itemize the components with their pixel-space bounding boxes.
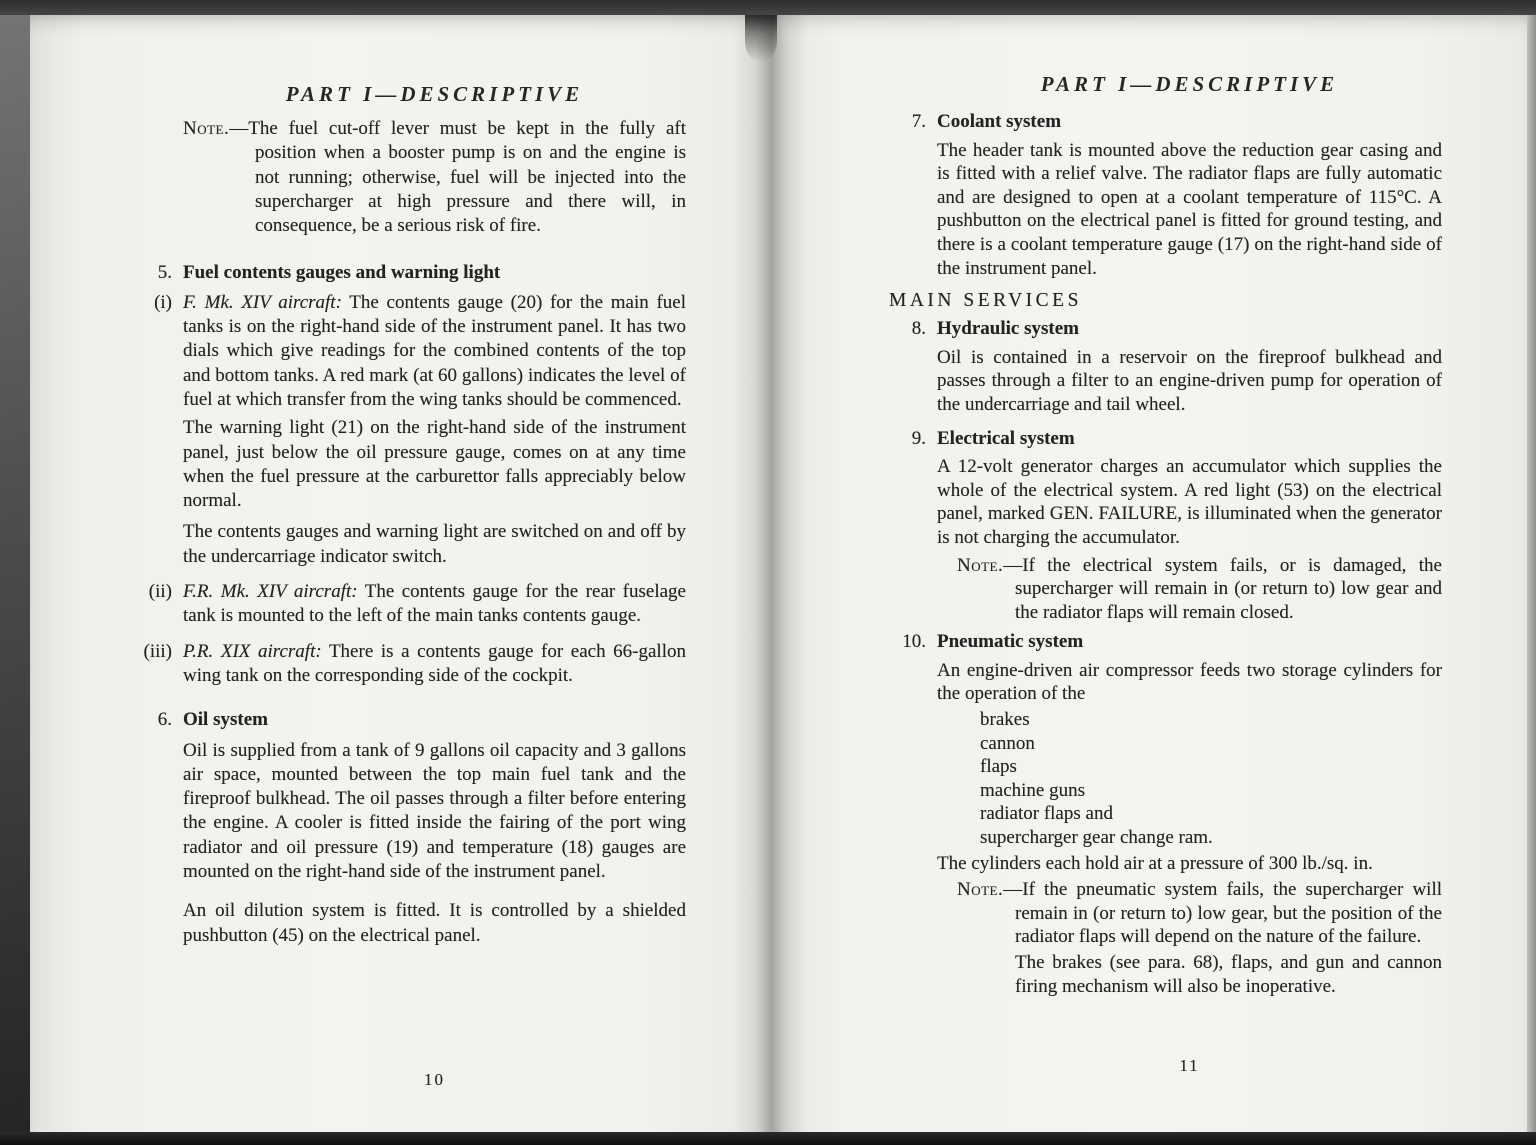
scan-left-edge xyxy=(0,0,30,1145)
left-page xyxy=(30,14,771,1132)
section-9-title: Electrical system xyxy=(937,427,1075,449)
item-i-f-mk-xiv xyxy=(154,291,686,412)
section-10-heading xyxy=(902,630,1442,654)
note-electrical-failure xyxy=(957,554,1442,625)
section-6-number: 6. xyxy=(157,709,172,731)
note-text: —If the pneumatic system fails, the supercharger will remain in (or return to) low gear, but the position of the radiator flaps will depend on the nature of the failure. xyxy=(1003,879,1442,948)
paragraph-coolant: The header tank is mounted above the reduction gear casing and is fitted with a relief valve. The radiator flaps are fully automatic and are designed to open at a coolant temperature of 115°C. A pushbutton on the electrical panel is fitted for ground testing, and there is a coolant temperature gauge (17) on the right-hand side of the instrument panel. xyxy=(937,139,1442,279)
scan-right-edge xyxy=(1527,0,1536,1145)
item-i-lead: F. Mk. XIV aircraft: xyxy=(183,291,342,313)
section-10-title: Pneumatic system xyxy=(937,631,1084,653)
list-item: cannon xyxy=(980,732,1035,754)
list-item: supercharger gear change ram. xyxy=(980,827,1213,849)
note-text: —The fuel cut-off lever must be kept in the fully aft position when a booster pump is on and the engine is not running; otherwise, fuel will be injected into the supercharger at high pressure and there will, in consequence, be a serious risk of fire. xyxy=(229,118,686,237)
scan-bottom-edge xyxy=(0,1132,1536,1145)
paragraph-oil-supply: Oil is supplied from a tank of 9 gallons oil capacity and 3 gallons air space, mounted between the top main fuel tank and the fireproof bulkhead. The oil passes through a filter before entering the engine. A cooler is fitted inside the fairing of the port wing radiator and oil pressure (19) and temperature (18) gauges are mounted on the right-hand side of the instrument panel. xyxy=(183,739,686,883)
right-page-number: 11 xyxy=(1179,1056,1200,1075)
item-ii-fr-mk-xiv xyxy=(148,580,686,629)
left-page-text-column xyxy=(143,14,686,1132)
section-5-number: 5. xyxy=(157,262,172,284)
list-item: radiator flaps and xyxy=(980,803,1113,825)
paragraph-gauges-switched: The contents gauges and warning light are switched on and off by the undercarriage indicator switch. xyxy=(183,521,686,567)
item-iii-lead: P.R. XIX aircraft: xyxy=(183,640,322,662)
note-label: Note. xyxy=(183,118,230,139)
paragraph-hydraulic: Oil is contained in a reservoir on the fireproof bulkhead and passes through a filter to an engine-driven pump for operation of the undercarriage and tail wheel. xyxy=(937,346,1442,415)
item-iii-pr-xix xyxy=(143,640,686,689)
note-fuel-cutoff xyxy=(183,117,686,238)
scan-top-edge xyxy=(0,0,1536,15)
section-7-number: 7. xyxy=(911,111,926,132)
pneumatic-services-list xyxy=(980,708,1442,850)
item-i-text: The contents gauge (20) for the main fuel tanks is on the right-hand side of the instrument panel. It has two dials which give readings for the combined contents of the top and bottom tanks. A red mark (at 60 gallons) indicates the level of fuel at which transfer from the wing tanks should be commenced. xyxy=(183,291,686,410)
list-item: flaps xyxy=(980,756,1017,778)
item-ii-text: The contents gauge for the rear fuselage tank is mounted to the left of the main tanks contents gauge. xyxy=(183,581,686,627)
item-iii-text: There is a contents gauge for each 66-gallon wing tank on the corresponding side of the cockpit. xyxy=(183,640,686,686)
section-8-title: Hydraulic system xyxy=(937,318,1079,340)
note-label: Note. xyxy=(957,554,1004,576)
section-10-number: 10. xyxy=(902,631,926,653)
left-page-header: PART I—DESCRIPTIVE xyxy=(285,82,584,106)
section-8-number: 8. xyxy=(911,318,926,340)
paragraph-warning-light: The warning light (21) on the right-hand side of the instrument panel, just below the oil pressure gauge, comes on at any time when the fuel pressure at the carburettor falls appreciably below normal. xyxy=(183,417,686,512)
list-item: brakes xyxy=(980,709,1030,731)
left-page-number: 10 xyxy=(424,1070,445,1089)
item-i-marker: (i) xyxy=(154,291,172,313)
right-page xyxy=(771,14,1527,1132)
list-item: machine guns xyxy=(980,779,1086,801)
paragraph-brakes-inoperative: The brakes (see para. 68), flaps, and gun and cannon firing mechanism will also be inoperative. xyxy=(1015,952,1442,997)
paragraph-oil-dilution: An oil dilution system is fitted. It is controlled by a shielded pushbutton (45) on the electrical panel. xyxy=(183,900,686,946)
section-5-title: Fuel contents gauges and warning light xyxy=(183,262,501,284)
section-6-heading xyxy=(157,708,686,732)
note-text: —If the electrical system fails, or is damaged, the supercharger will remain in (or return to) low gear and the radiator flaps will remain closed. xyxy=(1003,554,1442,623)
paragraph-cylinders-pressure: The cylinders each hold air at a pressure of 300 lb./sq. in. xyxy=(937,852,1373,874)
right-page-header: PART I—DESCRIPTIVE xyxy=(1040,72,1339,96)
section-6-title: Oil system xyxy=(183,709,268,731)
item-ii-lead: F.R. Mk. XIV aircraft: xyxy=(183,581,358,603)
paragraph-pneumatic: An engine-driven air compressor feeds two storage cylinders for the operation of the xyxy=(937,659,1442,705)
note-label: Note. xyxy=(957,879,1004,901)
paragraph-electrical: A 12-volt generator charges an accumulator which supplies the whole of the electrical system. A red light (53) on the electrical panel, marked GEN. FAILURE, is illuminated when the generator is not charging the accumulator. xyxy=(937,456,1442,548)
section-9-number: 9. xyxy=(911,427,926,449)
section-7-title: Coolant system xyxy=(937,111,1062,132)
main-services-heading: MAIN SERVICES xyxy=(889,290,1082,312)
section-5-heading xyxy=(157,261,686,285)
section-7-heading xyxy=(911,110,1442,134)
note-pneumatic-failure xyxy=(957,878,1442,949)
right-page-text-column xyxy=(889,14,1442,1132)
section-9-heading xyxy=(911,427,1442,451)
section-8-heading xyxy=(911,317,1442,341)
item-iii-marker: (iii) xyxy=(143,640,172,662)
item-ii-marker: (ii) xyxy=(148,581,172,603)
